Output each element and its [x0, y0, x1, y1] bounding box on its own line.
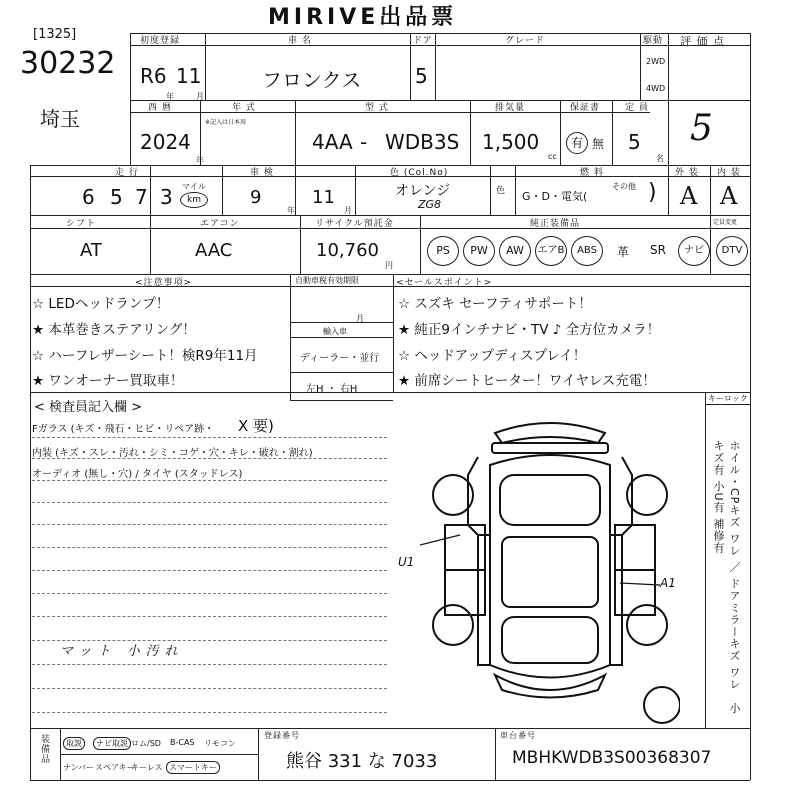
label-warranty: 保証書 [570, 103, 601, 113]
inspection-month-suffix: 月 [344, 206, 352, 215]
sheet-title: MIRIVE出品票 [268, 5, 458, 30]
equip-abs: ABS [571, 236, 603, 266]
chassis-no: MBHKWDB3S00368307 [512, 748, 712, 768]
warranty-no: 無 [592, 137, 605, 151]
sales-point-4: ★ 前席シートヒーター！ワイヤレス充電！ [398, 373, 656, 389]
sales-point-2: ★ 純正9インチナビ・TV ♪ 全方位カメラ！ [398, 322, 661, 338]
mileage-unit-top: マイル [182, 182, 206, 191]
sales-point-1: ☆ スズキ セーフティサポート！ [398, 296, 592, 312]
label-recycle: リサイクル預託金 [315, 219, 394, 229]
interior-grade: A [720, 182, 738, 210]
label-inspector: < 検査員記入欄 > [34, 400, 143, 415]
label-keylock: キーロック [708, 394, 748, 403]
equip-rom: ロム/SD [131, 739, 161, 748]
shift-value: AT [80, 240, 102, 261]
equip-pw: PW [463, 236, 495, 266]
drive-2wd: 2WD [646, 57, 666, 66]
caution-1: ☆ LEDヘッドランプ！ [32, 296, 170, 312]
label-year-western: 西 暦 [148, 103, 172, 113]
fuel-other: その他 [612, 182, 636, 191]
warranty-yes: 有 [566, 132, 588, 154]
label-sales-points: <セールスポイント> [396, 278, 493, 288]
label-evaluation: 評 価 点 [680, 35, 725, 48]
label-registration: 初度登録 [140, 36, 181, 46]
label-exterior: 外 装 [675, 168, 699, 178]
capacity-value: 5 [628, 130, 641, 154]
label-capacity: 定 員 [625, 103, 649, 113]
label-interior: 内 装 [717, 168, 741, 178]
label-mileage: 走 行 [115, 168, 139, 178]
drive-4wd: 4WD [646, 84, 666, 93]
car-name: フロンクス [262, 68, 362, 92]
expiry-month: 月 [356, 314, 364, 323]
equip-navi: ナビ [678, 236, 710, 266]
model-separator: - [360, 130, 368, 154]
equip-remote: リモコン [204, 739, 236, 748]
capacity-unit: 名 [656, 154, 664, 163]
label-import: 輸入車 [323, 327, 347, 336]
equip-manual: 取説 [63, 737, 85, 750]
region: 埼玉 [40, 107, 80, 131]
label-chassis-no: 車台番号 [500, 731, 536, 740]
mileage-unit-km: km [180, 192, 208, 208]
sales-point-3: ☆ ヘッドアップディスプレイ！ [398, 348, 587, 364]
caution-4: ★ ワンオーナー買取車！ [32, 373, 184, 389]
inspection-fglass: Fガラス (キズ・飛石・ヒビ・リペア跡・ [32, 424, 215, 435]
steering: 左H ・ 右H [306, 384, 358, 395]
import-dealer: ディーラー・並行 [300, 353, 380, 364]
equip-dtv: DTV [716, 236, 748, 266]
mileage-digit-3: 7 [135, 185, 148, 209]
equip-sunroof: SR [650, 243, 666, 257]
doors-value: 5 [415, 64, 428, 88]
equip-aw: AW [499, 236, 531, 266]
mileage-digit-4: 3 [160, 185, 173, 209]
equip-smart-key: スマートキー [166, 761, 220, 774]
inspection-year: 9 [250, 187, 262, 208]
label-equipment: 純正装備品 [530, 219, 581, 229]
equip-spare-key: スペアキー [95, 763, 135, 772]
equip-plate: ナンバー [63, 763, 95, 772]
label-model-year: 年 式 [232, 103, 256, 113]
displacement-value: 1,500 [482, 130, 540, 154]
side-note: ホイル・CPキズ ワレ ／ ドアミラーキズ ワレ 小キズ有 小U有 補修有 [712, 440, 741, 715]
inspection-fglass-mark: X 要) [238, 417, 274, 435]
recycle-value: 10,760 [316, 240, 379, 261]
color-name: オレンジ [395, 183, 451, 199]
registration-no: 熊谷 331 な 7033 [286, 751, 438, 772]
equip-keyless: キーレス [131, 763, 163, 772]
label-displacement: 排気量 [495, 103, 526, 113]
color-code: ZG8 [418, 198, 442, 211]
lot-box: [1325] [33, 27, 77, 42]
label-capacity-change: 定員変更 [713, 219, 738, 226]
inspection-month: 11 [312, 187, 335, 208]
label-shift: シフト [66, 219, 97, 229]
label-grade: グレード [505, 36, 546, 46]
inspection-year-suffix: 年 [287, 206, 295, 215]
label-registration-no: 登録番号 [264, 731, 300, 740]
label-aircon: エアコン [200, 219, 240, 229]
diagram-mark-right: A1 [660, 576, 676, 590]
aircon-value: AAC [195, 240, 233, 261]
inspection-audio: オーディオ (無し・穴) / タイヤ (スタッドレス) [32, 469, 243, 480]
caution-2: ★ 本革巻きステアリング！ [32, 322, 196, 338]
exterior-grade: A [680, 182, 698, 210]
label-color: 色 (Col.No) [390, 168, 449, 178]
label-model-code: 型 式 [365, 103, 389, 113]
displacement-unit: cc [548, 152, 557, 161]
lot-number: 30232 [20, 46, 116, 81]
equip-bcas: B-CAS [170, 738, 195, 747]
car-diagram [420, 405, 680, 725]
label-drive: 駆動 [643, 36, 664, 46]
model-code: WDB3S [385, 130, 460, 154]
fuel-options: G・D・電気( [522, 190, 588, 203]
label-doors: ドア [413, 36, 433, 46]
recycle-unit: 円 [385, 261, 393, 270]
registration-era: R6 [140, 64, 167, 88]
label-fuel: 燃 料 [580, 168, 604, 178]
fuel-close-paren: ) [648, 180, 657, 205]
era-suffix: 年 [166, 92, 174, 101]
month-suffix: 月 [196, 92, 204, 101]
year-western: 2024 [140, 130, 191, 154]
year-suffix: 年 [196, 156, 204, 165]
equip-leather: 革 [617, 245, 630, 259]
color-label: 色 [496, 186, 506, 196]
evaluation-handwritten: 5 [690, 108, 713, 149]
mileage-digit-1: 6 [82, 185, 95, 209]
auto-cert-note: ※記入は日本用 [205, 119, 247, 126]
model-prefix: 4AA [312, 130, 353, 154]
bottom-left-label: 装備品 [39, 734, 49, 764]
label-vehicle-inspection: 車 検 [250, 168, 274, 178]
mileage-digit-2: 5 [110, 185, 123, 209]
inspector-note: マット 小汚れ [60, 644, 184, 659]
diagram-mark-left: U1 [398, 555, 415, 569]
label-expiry: 自動車税有効期限 [295, 276, 359, 285]
equip-airbag: エアB [535, 236, 567, 266]
caution-3: ☆ ハーフレザーシート！検R9年11月 [32, 348, 258, 364]
label-cautions: <注意事項> [135, 278, 193, 288]
registration-month: 11 [176, 64, 202, 88]
equip-ps: PS [427, 236, 459, 266]
inspection-interior: 内装 (キズ・スレ・汚れ・シミ・コゲ・穴・キレ・破れ・割れ) [32, 448, 313, 459]
label-car-name: 車 名 [288, 36, 312, 46]
equip-navi-manual: ナビ取説 [93, 737, 131, 750]
